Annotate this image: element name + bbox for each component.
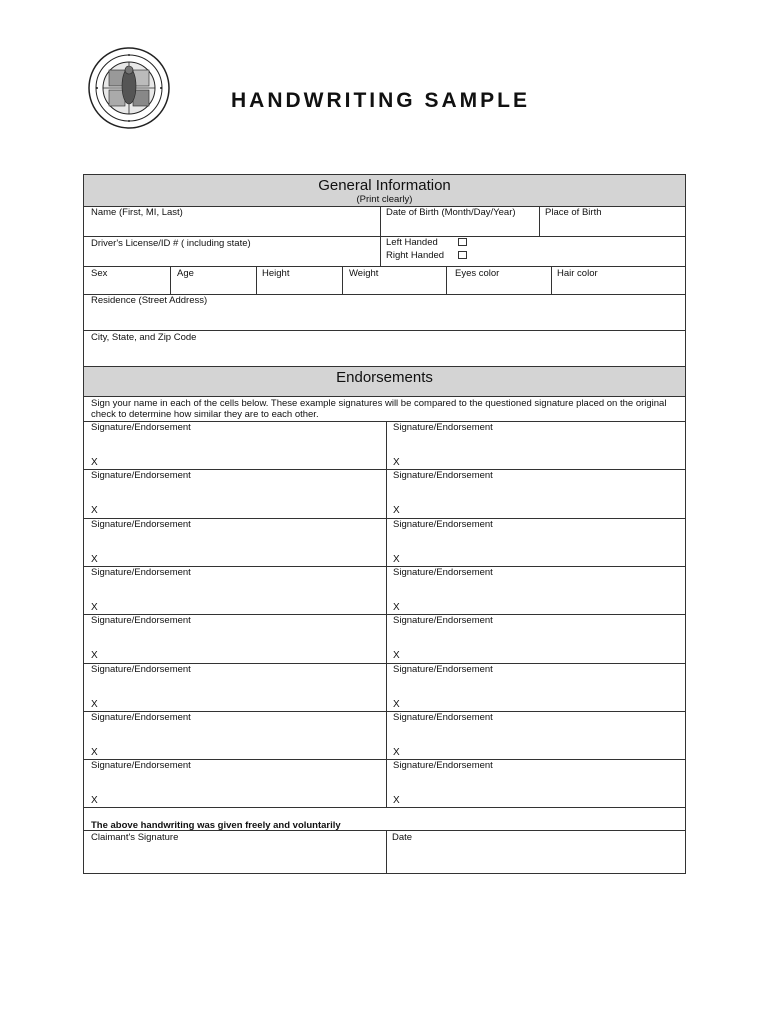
handwriting-form [83, 174, 686, 874]
signature-cell-label: Signature/Endorsement [393, 615, 493, 627]
signature-x-mark: X [393, 795, 400, 807]
weight-field-label: Weight [349, 268, 379, 279]
date-field-label: Date [392, 832, 413, 843]
signature-cell[interactable] [386, 663, 685, 711]
height-field-label: Height [262, 268, 290, 279]
signature-x-mark: X [393, 698, 400, 710]
signature-cell-label: Signature/Endorsement [91, 615, 191, 627]
signature-x-mark: X [91, 553, 98, 565]
left-handed-label: Left Handed [386, 237, 438, 248]
signature-cell-label: Signature/Endorsement [393, 711, 493, 723]
signature-cell[interactable] [84, 614, 386, 662]
pob-field-label: Place of Birth [545, 207, 602, 218]
signature-cell-label: Signature/Endorsement [91, 422, 191, 433]
signature-cell[interactable] [84, 421, 386, 469]
signature-x-mark: X [91, 650, 98, 662]
signature-x-mark: X [91, 457, 98, 468]
signature-cell-label: Signature/Endorsement [393, 760, 493, 772]
voluntary-statement: The above handwriting was given freely and voluntarily [91, 820, 341, 831]
signature-x-mark: X [91, 601, 98, 613]
signature-x-mark: X [91, 698, 98, 710]
signature-cell-label: Signature/Endorsement [91, 760, 191, 772]
signature-cell-label: Signature/Endorsement [393, 422, 493, 433]
signature-cell[interactable] [386, 614, 685, 662]
sex-field-label: Sex [91, 268, 108, 279]
right-handed-label: Right Handed [386, 250, 445, 261]
signature-cell[interactable] [386, 566, 685, 614]
right-handed-checkbox[interactable] [458, 251, 467, 259]
signature-x-mark: X [393, 601, 400, 613]
signature-x-mark: X [91, 795, 98, 807]
signature-cell[interactable] [84, 759, 386, 807]
signature-cell-label: Signature/Endorsement [393, 663, 493, 675]
endorsements-title: Endorsements [336, 369, 433, 386]
signature-cell[interactable] [386, 518, 685, 566]
signature-cell-label: Signature/Endorsement [91, 663, 191, 675]
print-clearly-note: (Print clearly) [356, 194, 413, 205]
signature-x-mark: X [393, 457, 400, 468]
city-field-label: City, State, and Zip Code [91, 332, 197, 343]
left-handed-checkbox[interactable] [458, 238, 467, 246]
signature-cell[interactable] [84, 469, 386, 517]
signature-cell-label: Signature/Endorsement [91, 711, 191, 723]
signature-cell[interactable] [84, 518, 386, 566]
signature-cell[interactable] [386, 759, 685, 807]
signature-x-mark: X [393, 505, 400, 517]
signature-x-mark: X [393, 553, 400, 565]
signature-cell[interactable] [84, 711, 386, 759]
license-field-label: Driver's License/ID # ( including state) [91, 238, 251, 249]
signature-cell[interactable] [386, 711, 685, 759]
hair-field-label: Hair color [557, 268, 598, 279]
signature-cell-label: Signature/Endorsement [91, 518, 191, 530]
county-seal [88, 46, 170, 130]
claimant-signature-label: Claimant's Signature [91, 832, 179, 843]
signature-cell-label: Signature/Endorsement [91, 470, 191, 482]
dob-field-label: Date of Birth (Month/Day/Year) [386, 207, 516, 218]
residence-field-label: Residence (Street Address) [91, 295, 208, 306]
signature-x-mark: X [91, 505, 98, 517]
endorsement-instructions: Sign your name in each of the cells below. These example signatures will be compared to the questioned signature placed on the original check to determine how similar they are to each other. [91, 398, 667, 420]
signature-cell-label: Signature/Endorsement [393, 566, 493, 578]
signature-x-mark: X [91, 746, 98, 758]
signature-cell[interactable] [84, 663, 386, 711]
signature-cell-label: Signature/Endorsement [393, 518, 493, 530]
general-info-title: General Information [318, 177, 451, 194]
page-title: HANDWRITING SAMPLE [231, 89, 530, 112]
signature-grid [84, 421, 685, 807]
age-field-label: Age [177, 268, 194, 279]
signature-x-mark: X [393, 650, 400, 662]
signature-cell-label: Signature/Endorsement [91, 566, 191, 578]
signature-cell[interactable] [84, 566, 386, 614]
signature-x-mark: X [393, 746, 400, 758]
signature-cell[interactable] [386, 469, 685, 517]
name-field-label: Name (First, MI, Last) [91, 207, 183, 218]
signature-cell[interactable] [386, 421, 685, 469]
signature-cell-label: Signature/Endorsement [393, 470, 493, 482]
eyes-field-label: Eyes color [455, 268, 500, 279]
